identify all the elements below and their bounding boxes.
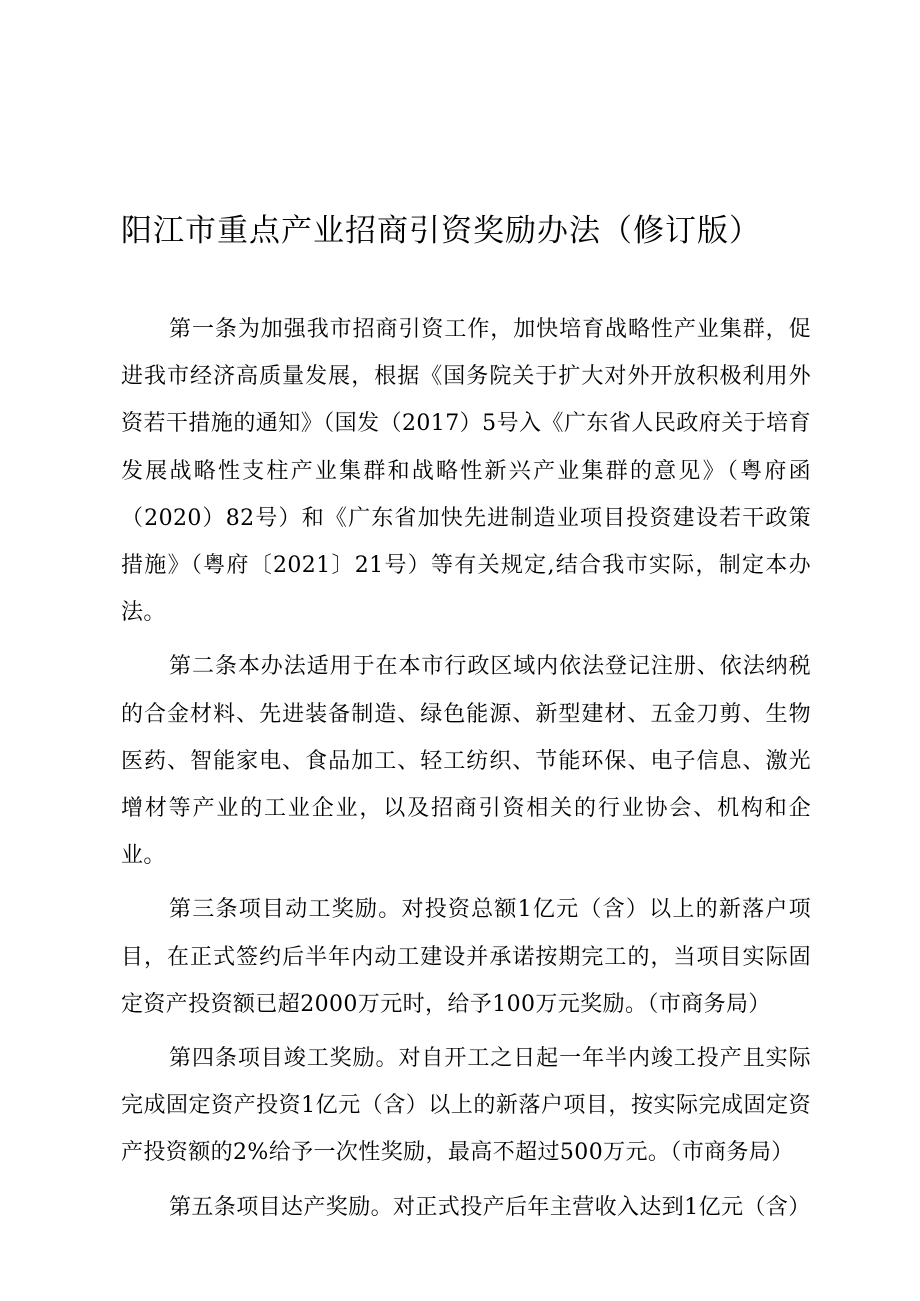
document-body (121, 306, 811, 1238)
article-5: 第五条项目达产奖励。对正式投产后年主营收入达到1亿元（含） (169, 1194, 811, 1220)
document-title: 阳江市重点产业招商引资奖励办法（修订版） (121, 213, 761, 249)
article-2: 第二条本办法适用于在本市行政区域内依法登记注册、依法纳税的合金材料、先进装备制造、绿色能源、新型建材、五金刀剪、生物医药、智能家电、食品加工、轻工纺织、节能环保、电子信息、激光增材等产业的工业企业，以及招商引资相关的行业协会、机构和企业。 (121, 654, 811, 869)
article-4: 第四条项目竣工奖励。对自开工之日起一年半内竣工投产且实际完成固定资产投资1亿元（含）以上的新落户项目，按实际完成固定资产投资额的2%给予一次性奖励，最高不超过500万元。（市商务局） (121, 1046, 811, 1166)
article-3: 第三条项目动工奖励。对投资总额1亿元（含）以上的新落户项目，在正式签约后半年内动工建设并承诺按期完工的，当项目实际固定资产投资额已超2000万元时，给予100万元奖励。（市商务局） (121, 897, 811, 1017)
article-1: 第一条为加强我市招商引资工作，加快培育战略性产业集群，促进我市经济高质量发展，根据《国务院关于扩大对外开放积极利用外资若干措施的通知》（国发（2017）5号入《广东省人民政府关于培育发展战略性支柱产业集群和战略性新兴产业集群的意见》（粤府函（2020）82号）和《广东省加快先进制造业项目投资建设若干政策措施》（粤府〔2021〕21号）等有关规定,结合我市实际，制定本办法。 (121, 317, 811, 626)
